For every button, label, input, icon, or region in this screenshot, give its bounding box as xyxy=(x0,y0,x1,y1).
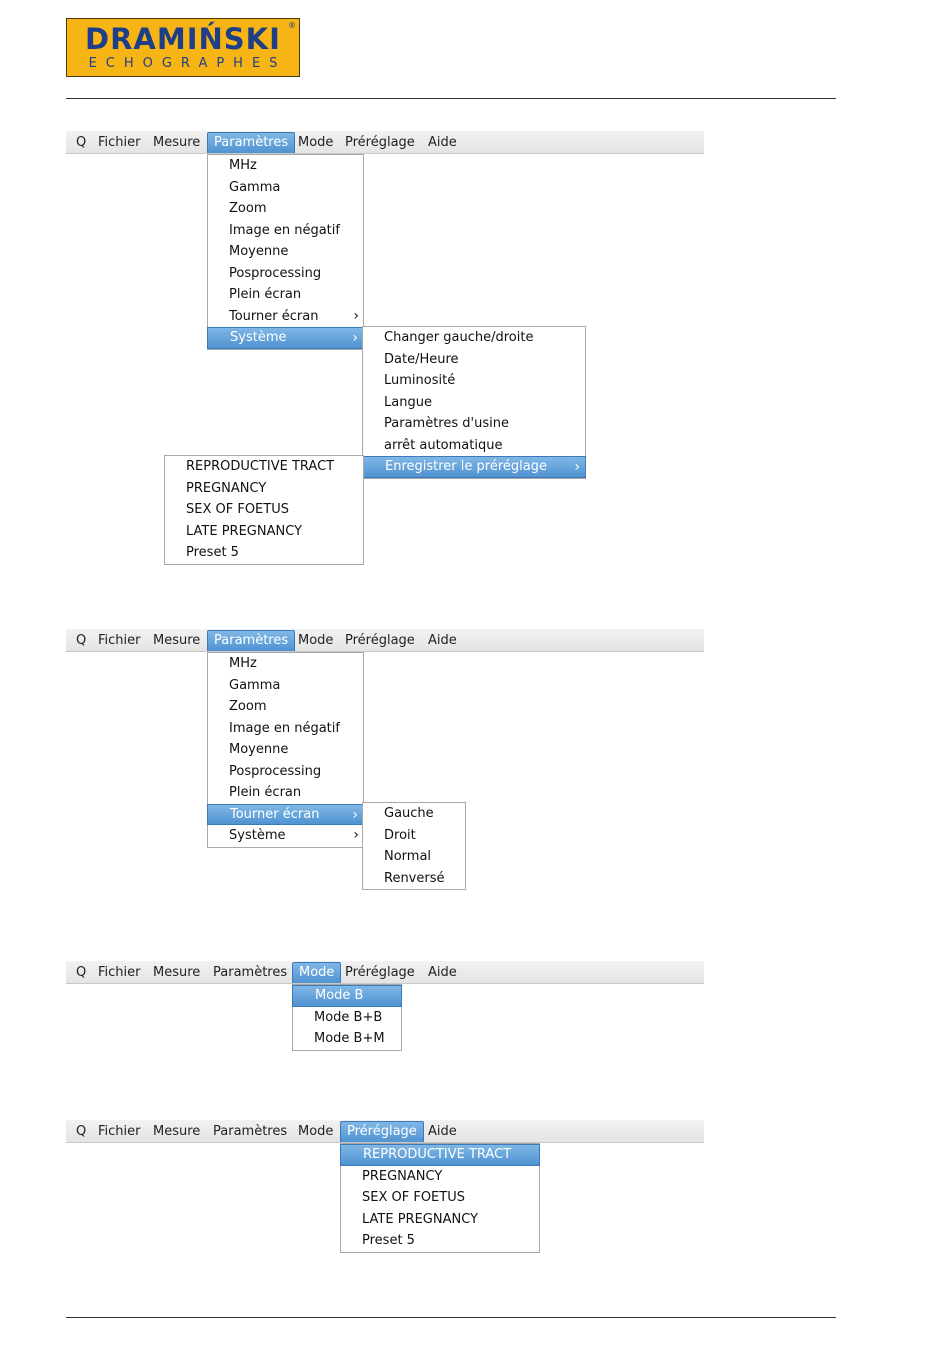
menu-item-gamma[interactable]: Gamma xyxy=(229,677,281,693)
menu-mode[interactable]: Mode xyxy=(292,962,341,983)
menu-parametres[interactable]: Paramètres xyxy=(207,630,295,651)
tourner-submenu xyxy=(362,802,466,890)
menu-item-preset-2[interactable]: PREGNANCY xyxy=(186,480,267,496)
menu-item-preset-2[interactable]: PREGNANCY xyxy=(362,1168,443,1184)
menu-item-label: Tourner écran xyxy=(230,806,320,822)
draminski-logo xyxy=(66,18,300,77)
menu-item-posprocessing[interactable]: Posprocessing xyxy=(229,763,322,779)
menu-parametres[interactable]: Paramètres xyxy=(213,1124,288,1139)
menu-preréglage[interactable]: Préréglage xyxy=(345,135,415,150)
menu-mesure[interactable]: Mesure xyxy=(153,1124,201,1139)
menu-item-systeme[interactable] xyxy=(208,825,363,847)
menu-item-preset-4[interactable]: LATE PREGNANCY xyxy=(186,523,303,539)
menu-preréglage[interactable]: Préréglage xyxy=(345,633,415,648)
menu-mode[interactable]: Mode xyxy=(298,1124,334,1139)
menu-item-label: Tourner écran xyxy=(229,308,319,324)
menu-item-mhz[interactable]: MHz xyxy=(229,656,257,671)
menu-item-tourner-ecran[interactable] xyxy=(208,306,363,328)
footer-rule xyxy=(66,1317,836,1318)
menubar xyxy=(66,629,704,652)
menu-item-gamma[interactable]: Gamma xyxy=(229,179,281,195)
menu-fichier[interactable]: Fichier xyxy=(98,965,141,980)
menu-item-preset-3[interactable]: SEX OF FOETUS xyxy=(362,1190,465,1205)
parametres-dropdown xyxy=(207,652,364,848)
menu-item-label: Système xyxy=(230,330,287,345)
menu-preréglage[interactable]: Préréglage xyxy=(345,965,415,980)
menu-parametres[interactable]: Paramètres xyxy=(213,965,288,980)
menu-item-parametres-usine[interactable]: Paramètres d'usine xyxy=(384,416,509,431)
menu-item-moyenne[interactable]: Moyenne xyxy=(229,742,289,757)
menu-parametres[interactable]: Paramètres xyxy=(207,132,295,153)
menu-mode[interactable]: Mode xyxy=(298,135,334,150)
menu-item-langue[interactable]: Langue xyxy=(384,394,432,410)
registered-mark: ® xyxy=(288,21,296,30)
menu-item-preset-4[interactable]: LATE PREGNANCY xyxy=(362,1211,479,1227)
menu-item-tourner-ecran[interactable] xyxy=(207,804,364,826)
menu-item-droit[interactable]: Droit xyxy=(384,827,416,843)
menu-item-gauche[interactable]: Gauche xyxy=(384,806,434,821)
menu-item-preset-1[interactable]: REPRODUCTIVE TRACT xyxy=(340,1144,540,1166)
menu-aide[interactable]: Aide xyxy=(428,135,457,150)
menu-item-mhz[interactable]: MHz xyxy=(229,158,257,173)
menu-item-preset-5[interactable]: Preset 5 xyxy=(362,1233,415,1248)
menu-aide[interactable]: Aide xyxy=(428,965,457,980)
menu-fichier[interactable]: Fichier xyxy=(98,1124,141,1139)
menu-item-mode-bm[interactable]: Mode B+M xyxy=(314,1031,385,1046)
menu-mode[interactable]: Mode xyxy=(298,633,334,648)
menu-q[interactable]: Q xyxy=(76,135,87,150)
menu-item-enregistrer-preréglage[interactable] xyxy=(362,456,586,478)
menu-item-normal[interactable]: Normal xyxy=(384,849,432,864)
menu-aide[interactable]: Aide xyxy=(428,633,457,648)
menu-q[interactable]: Q xyxy=(76,633,87,648)
preréglage-dropdown xyxy=(340,1143,540,1253)
menu-item-date-heure[interactable]: Date/Heure xyxy=(384,351,459,367)
menu-preréglage[interactable]: Préréglage xyxy=(340,1121,424,1142)
header-rule xyxy=(66,98,836,99)
menu-fichier[interactable]: Fichier xyxy=(98,135,141,150)
chevron-right-icon: › xyxy=(574,459,580,475)
menu-item-moyenne[interactable]: Moyenne xyxy=(229,244,289,259)
menubar xyxy=(66,1120,704,1143)
logo-name: DRAMIŃSKI xyxy=(85,22,281,56)
menu-item-preset-3[interactable]: SEX OF FOETUS xyxy=(186,502,289,517)
menu-item-label: Système xyxy=(229,828,286,843)
menu-q[interactable]: Q xyxy=(76,965,87,980)
menu-aide[interactable]: Aide xyxy=(428,1124,457,1139)
menu-item-image-negatif[interactable]: Image en négatif xyxy=(229,720,340,736)
chevron-right-icon: › xyxy=(352,330,358,346)
menu-item-zoom[interactable]: Zoom xyxy=(229,201,267,216)
menubar xyxy=(66,961,704,984)
menu-item-luminosite[interactable]: Luminosité xyxy=(384,373,456,388)
mode-dropdown xyxy=(292,984,402,1051)
chevron-right-icon: › xyxy=(352,806,358,823)
menu-item-posprocessing[interactable]: Posprocessing xyxy=(229,265,322,281)
menu-item-mode-b[interactable]: Mode B xyxy=(292,985,402,1007)
menu-item-zoom[interactable]: Zoom xyxy=(229,699,267,714)
menubar xyxy=(66,131,704,154)
menu-item-changer-gauche-droite[interactable]: Changer gauche/droite xyxy=(384,330,534,345)
menu-item-preset-1[interactable]: REPRODUCTIVE TRACT xyxy=(186,459,335,474)
preset-save-submenu xyxy=(164,455,364,565)
menu-mesure[interactable]: Mesure xyxy=(153,965,201,980)
menu-fichier[interactable]: Fichier xyxy=(98,633,141,648)
parametres-dropdown xyxy=(207,154,364,350)
menu-mesure[interactable]: Mesure xyxy=(153,633,201,648)
menu-item-arret-automatique[interactable]: arrêt automatique xyxy=(384,437,503,453)
menu-item-label: Enregistrer le préréglage xyxy=(385,459,547,474)
menu-item-mode-bb[interactable]: Mode B+B xyxy=(314,1009,383,1025)
menu-mesure[interactable]: Mesure xyxy=(153,135,201,150)
menu-item-plein-ecran[interactable]: Plein écran xyxy=(229,785,302,800)
chevron-right-icon: › xyxy=(353,307,359,324)
menu-item-preset-5[interactable]: Preset 5 xyxy=(186,545,239,560)
menu-item-systeme[interactable] xyxy=(207,327,364,349)
systeme-submenu xyxy=(362,326,586,479)
menu-item-renverse[interactable]: Renversé xyxy=(384,870,445,886)
menu-item-image-negatif[interactable]: Image en négatif xyxy=(229,222,340,238)
menu-item-plein-ecran[interactable]: Plein écran xyxy=(229,287,302,302)
menu-q[interactable]: Q xyxy=(76,1124,87,1139)
chevron-right-icon: › xyxy=(353,827,359,843)
logo-subtitle: ECHOGRAPHES xyxy=(88,56,287,71)
